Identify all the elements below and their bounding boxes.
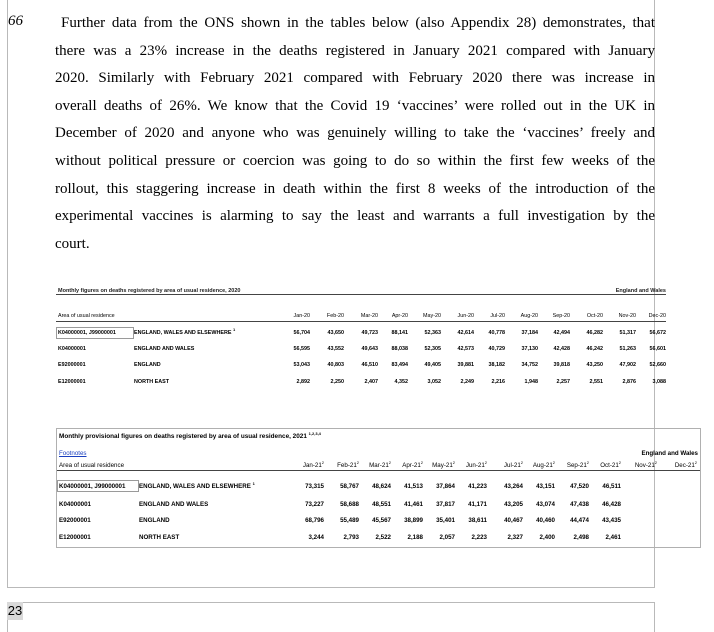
table-cell: 38,899 <box>404 517 423 524</box>
table-cell: 56,672 <box>649 330 666 336</box>
area-name-text: ENGLAND <box>134 362 161 368</box>
month-label: Oct-21 <box>600 462 619 469</box>
table-cell: 56,601 <box>649 346 666 352</box>
footnote-mark: 2 <box>388 459 391 465</box>
table-region: England and Wales <box>641 450 698 457</box>
table-cell: 37,130 <box>521 346 538 352</box>
month-header: Sep-20 <box>552 313 570 319</box>
table-cell: 39,881 <box>457 362 474 368</box>
month-label: Jul-21 <box>503 462 521 469</box>
table-cell: 43,074 <box>536 501 555 508</box>
table-cell: 39,818 <box>553 362 570 368</box>
table-cell: 2,793 <box>343 534 359 541</box>
table-cell: 83,494 <box>391 362 408 368</box>
month-header: Aug-20 <box>520 313 538 319</box>
table-cell: 42,494 <box>553 330 570 336</box>
table-cell: 58,767 <box>340 483 359 490</box>
area-name-text: ENGLAND <box>139 517 170 524</box>
table-cell: 51,263 <box>619 346 636 352</box>
table-cell: 51,317 <box>619 330 636 336</box>
table-cell: 2,249 <box>460 379 474 385</box>
table-cell: 46,511 <box>602 483 621 490</box>
month-header: Mar-20 <box>360 313 378 319</box>
table-cell: 43,264 <box>504 483 523 490</box>
month-header <box>337 459 359 469</box>
area-name-text: ENGLAND, WALES AND ELSEWHERE <box>134 330 232 336</box>
paragraph-line: overall deaths of 26%. We know that the Covid 19 ‘vaccines’ were rolled out in the UK in <box>55 97 655 114</box>
table-cell: 41,171 <box>468 501 487 508</box>
page-number: 23 <box>7 603 23 618</box>
month-label: Nov-21 <box>634 462 655 469</box>
month-header <box>634 459 657 469</box>
month-header: Apr-20 <box>391 313 408 319</box>
paragraph-line: court. <box>55 235 90 252</box>
table-cell: 2,407 <box>364 379 378 385</box>
month-header <box>369 459 391 469</box>
area-name <box>134 346 194 352</box>
table-cell: 41,513 <box>404 483 423 490</box>
paragraph-number: 66 <box>8 13 23 29</box>
title-footnote-marks: 1,2,3,4 <box>308 430 321 436</box>
table-cell: 2,250 <box>330 379 344 385</box>
month-header <box>566 459 589 469</box>
footnote-mark: 2 <box>420 459 423 465</box>
month-label: Aug-21 <box>532 462 553 469</box>
table-cell: 43,552 <box>327 346 344 352</box>
next-page-frame <box>7 602 655 632</box>
month-header <box>503 459 523 469</box>
table-cell: 52,363 <box>424 330 441 336</box>
table-cell: 38,182 <box>488 362 505 368</box>
area-code: K04000001, J99000001 <box>58 330 116 336</box>
area-code: K04000001 <box>59 501 91 508</box>
table-cell: 46,428 <box>602 501 621 508</box>
month-header <box>674 459 697 469</box>
month-header: May-20 <box>423 313 441 319</box>
month-header <box>600 459 621 469</box>
area-name <box>134 379 169 385</box>
table-cell: 43,250 <box>586 362 603 368</box>
footnote-mark: 2 <box>586 459 589 465</box>
paragraph-body <box>55 10 655 258</box>
table-title: Monthly provisional figures on deaths registered by area of usual residence, 2021 $^{1,2,3,4}$ <box>59 430 321 440</box>
area-name <box>139 501 208 508</box>
paragraph-line: experimental vaccines is alarming to say the least and warrants a full investigation by the <box>55 208 655 225</box>
table-cell: 2,327 <box>507 534 523 541</box>
table-cell: 47,520 <box>570 483 589 490</box>
table-2021 <box>56 428 701 548</box>
area-name <box>134 327 236 336</box>
area-code: K04000001 <box>58 346 86 352</box>
month-label: Feb-21 <box>337 462 357 469</box>
table-cell: 40,803 <box>327 362 344 368</box>
footnote-mark: 2 <box>552 459 555 465</box>
table-cell: 37,864 <box>436 483 455 490</box>
area-code: E12000001 <box>58 379 86 385</box>
table-cell: 49,405 <box>424 362 441 368</box>
table-cell: 48,624 <box>372 483 391 490</box>
month-header <box>302 459 324 469</box>
table-cell: 56,704 <box>293 330 310 336</box>
footnote-mark: 2 <box>356 459 359 465</box>
area-header: Area of usual residence <box>59 462 125 469</box>
footnote-mark: 2 <box>618 459 621 465</box>
month-label: Apr-21 <box>402 462 421 469</box>
table-cell: 49,723 <box>361 330 378 336</box>
table-cell: 73,315 <box>305 483 324 490</box>
area-code: E12000001 <box>59 534 91 541</box>
table-cell: 47,438 <box>570 501 589 508</box>
table-cell: 2,400 <box>539 534 555 541</box>
table-cell: 1,948 <box>524 379 538 385</box>
table-cell: 34,752 <box>521 362 538 368</box>
month-header: Jun-20 <box>457 313 474 319</box>
paragraph-line: rollout, this staggering increase in death within the first 8 weeks of the introduction of the <box>55 180 655 197</box>
area-name-text: NORTH EAST <box>134 379 170 385</box>
month-header <box>532 459 555 469</box>
table-cell: 2,461 <box>605 534 621 541</box>
table-cell: 40,778 <box>488 330 505 336</box>
table-cell: 53,043 <box>293 362 310 368</box>
footnote-mark: 1 <box>232 327 236 333</box>
table-cell: 3,052 <box>427 379 441 385</box>
footnote-mark: 2 <box>452 459 455 465</box>
table-cell: 41,223 <box>468 483 487 490</box>
table-cell: 48,551 <box>372 501 391 508</box>
table-title: Monthly figures on deaths registered by area of usual residence, 2020 <box>58 288 241 294</box>
table-header-row <box>56 313 666 327</box>
table-cell: 43,435 <box>602 517 621 524</box>
table-cell: 2,498 <box>573 534 589 541</box>
month-label: Jun-21 <box>465 462 485 469</box>
month-header <box>465 459 487 469</box>
table-cell: 46,242 <box>586 346 603 352</box>
month-header: Oct-20 <box>586 313 603 319</box>
table-cell: 43,205 <box>504 501 523 508</box>
table-cell: 37,184 <box>521 330 538 336</box>
month-header: Feb-20 <box>326 313 344 319</box>
table-cell: 2,551 <box>589 379 603 385</box>
table-cell: 2,876 <box>622 379 636 385</box>
table-cell: 88,038 <box>391 346 408 352</box>
table-2020 <box>56 288 666 398</box>
table-row <box>56 379 666 393</box>
month-label: May-21 <box>432 462 453 469</box>
table-cell: 42,614 <box>457 330 474 336</box>
footnote-mark: 2 <box>321 459 324 465</box>
table-cell: 2,892 <box>296 379 310 385</box>
table-cell: 42,573 <box>457 346 474 352</box>
area-name <box>139 534 179 541</box>
table-row <box>57 480 702 497</box>
table-cell: 58,688 <box>340 501 359 508</box>
area-name-text: ENGLAND AND WALES <box>134 346 195 352</box>
table-cell: 43,650 <box>327 330 344 336</box>
table-cell: 2,257 <box>556 379 570 385</box>
footnote-mark: 1 <box>252 480 255 486</box>
month-label: Mar-21 <box>369 462 389 469</box>
table-cell: 46,510 <box>361 362 378 368</box>
month-header: Nov-20 <box>618 313 636 319</box>
area-code: K04000001, J99000001 <box>59 483 126 490</box>
footnote-mark: 2 <box>654 459 657 465</box>
area-name-text: NORTH EAST <box>139 534 180 541</box>
area-name <box>134 362 161 368</box>
table-cell: 35,401 <box>436 517 455 524</box>
table-row <box>56 362 666 376</box>
paragraph-line: 2020. Similarly with February 2021 compared with February 2020 there was increase in <box>55 70 655 87</box>
table-row <box>57 501 702 515</box>
table-cell: 4,352 <box>394 379 408 385</box>
table-cell: 37,817 <box>436 501 455 508</box>
table-row <box>56 346 666 360</box>
area-name-text: ENGLAND AND WALES <box>139 501 209 508</box>
table-cell: 47,902 <box>619 362 636 368</box>
table-cell: 52,305 <box>424 346 441 352</box>
table-cell: 68,796 <box>305 517 324 524</box>
month-label: Dec-21 <box>674 462 695 469</box>
table-cell: 43,151 <box>536 483 555 490</box>
month-header <box>432 459 455 469</box>
table-row <box>57 534 702 548</box>
table-cell: 46,282 <box>586 330 603 336</box>
area-name-text: ENGLAND, WALES AND ELSEWHERE <box>139 483 251 490</box>
footnote-mark: 2 <box>520 459 523 465</box>
area-code: E92000001 <box>59 517 91 524</box>
area-name <box>139 517 170 524</box>
table-cell: 38,611 <box>468 517 487 524</box>
table-header-row <box>57 459 702 476</box>
table-cell: 44,474 <box>570 517 589 524</box>
table-cell: 40,467 <box>504 517 523 524</box>
table-cell: 2,188 <box>407 534 423 541</box>
table-cell: 2,223 <box>471 534 487 541</box>
area-name <box>139 480 255 490</box>
area-header: Area of usual residence <box>58 313 115 319</box>
month-label: Sep-21 <box>566 462 587 469</box>
table-row <box>57 517 702 531</box>
table-cell: 55,489 <box>340 517 359 524</box>
table-cell: 2,057 <box>439 534 455 541</box>
month-header: Jan-20 <box>293 313 310 319</box>
table-cell: 42,428 <box>553 346 570 352</box>
table-cell: 88,141 <box>391 330 408 336</box>
month-header: Dec-20 <box>648 313 666 319</box>
table-cell: 56,595 <box>293 346 310 352</box>
table-cell: 52,660 <box>649 362 666 368</box>
month-header <box>402 459 423 469</box>
footnote-mark: 2 <box>484 459 487 465</box>
table-cell: 49,643 <box>361 346 378 352</box>
table-cell: 41,461 <box>404 501 423 508</box>
month-header: Jul-20 <box>490 313 505 319</box>
paragraph-line: there was a 23% increase in the deaths registered in January 2021 compared with January <box>55 42 655 59</box>
table-cell: 3,244 <box>308 534 324 541</box>
table-cell: 73,227 <box>305 501 324 508</box>
paragraph-line: without political pressure or coercion was going to do so within the first few weeks of the <box>55 152 655 169</box>
footnotes-link[interactable]: Footnotes <box>59 450 87 457</box>
table-cell: 40,460 <box>536 517 555 524</box>
table-cell: 40,729 <box>488 346 505 352</box>
table-cell: 2,522 <box>375 534 391 541</box>
table-region: England and Wales <box>615 288 666 294</box>
table-cell: 45,567 <box>372 517 391 524</box>
paragraph-line: Further data from the ONS shown in the tables below (also Appendix 28) demonstrates, that <box>61 15 655 31</box>
table-cell: 2,216 <box>491 379 505 385</box>
footnote-mark: 2 <box>694 459 697 465</box>
month-label: Jan-21 <box>302 462 322 469</box>
paragraph-line: December of 2020 and anyone who was genuinely willing to take the ‘vaccines’ freely and <box>55 125 655 142</box>
table-cell: 3,088 <box>652 379 666 385</box>
table-row <box>56 327 666 344</box>
area-code: E92000001 <box>58 362 86 368</box>
